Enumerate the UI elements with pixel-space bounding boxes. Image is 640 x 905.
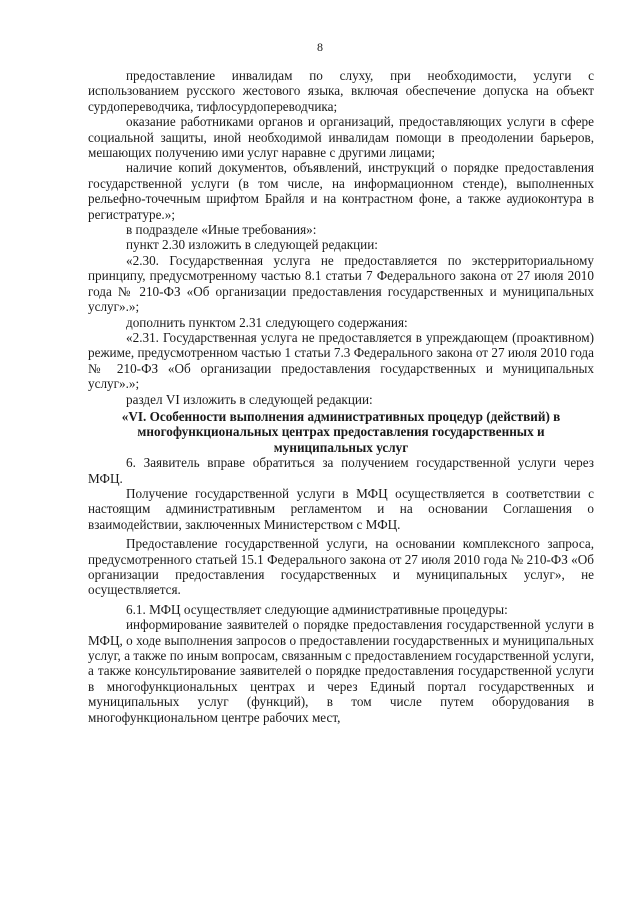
paragraph-mfc-receipt: Получение государственной услуги в МФЦ осуществляется в соответствии с настоящим административным регламентом и на основании Соглашения о взаимодействии, заключенных Министерством с МФЦ. [88, 485, 594, 532]
paragraph-item-2-31-intro: дополнить пунктом 2.31 следующего содержания: [126, 314, 408, 330]
section-vi-heading: «VI. Особенности выполнения административных процедур (действий) в многофункциональных центрах предоставления государственных и муниципальных услуг [121, 408, 561, 455]
paragraph-subsection-other-requirements: в подразделе «Иные требования»: [126, 222, 317, 238]
paragraph-sign-language: предоставление инвалидам по слуху, при необходимости, услуги с использованием русского жестового языка, включая обеспечение допуска на объект сурдопереводчика, тифлосурдопереводчика; [88, 68, 594, 114]
page-number: 8 [317, 40, 323, 54]
paragraph-assistance: оказание работниками органов и организаций, предоставляющих услуги в сфере социальной защиты, иной необходимой инвалидам помощи в преодолении барьеров, мешающих получению ими услуг наравне с другими лицами; [88, 114, 594, 161]
paragraph-6: 6. Заявитель вправе обратиться за получением государственной услуги через МФЦ. [88, 455, 594, 486]
paragraph-item-2-30: «2.30. Государственная услуга не предоставляется по экстерриториальному принципу, предусмотренному частью 8.1 статьи 7 Федерального закона от 27 июля 2010 года № 210-ФЗ «Об организации предоставления государственных и муниципальных услуг».»; [88, 252, 594, 315]
paragraph-complex-request: Предоставление государственной услуги, на основании комплексного запроса, предусмотренного статьей 15.1 Федерального закона от 27 июля 2010 года № 210-ФЗ «Об организации предоставления государственных и муниципальных услуг», не осуществляется. [88, 536, 594, 598]
paragraph-6-1: 6.1. МФЦ осуществляет следующие административные процедуры: [126, 601, 508, 617]
paragraph-informing: информирование заявителей о порядке предоставления государственной услуги в МФЦ, о ходе выполнения запросов о предоставлении государственных и муниципальных услуг, а также по иным вопросам, связанным с предоставлением государственной услуги, а также консультирование заявителей о порядке предоставления государственной услуги в многофункциональных центрах и через Единый портал государственных и муниципальных услуг (функций), в том числе путем оборудования в многофункциональном центре рабочих мест, [88, 617, 594, 725]
paragraph-item-2-30-intro: пункт 2.30 изложить в следующей редакции: [126, 237, 378, 253]
paragraph-braille-copies: наличие копий документов, объявлений, инструкций о порядке предоставления государственной услуги (в том числе, на информационном стенде), выполненных рельефно-точечным шрифтом Брайля и на контрастном фоне, а также аудиоконтура в регистратуре.»; [88, 160, 594, 222]
paragraph-item-2-31: «2.31. Государственная услуга не предоставляется в упреждающем (проактивном) режиме, предусмотренном частью 1 статьи 7.3 Федерального закона от 27 июля 2010 года № 210-ФЗ «Об организации предоставления государственных и муниципальных услуг».»; [88, 329, 594, 392]
document-body [88, 68, 594, 725]
paragraph-section-vi-intro: раздел VI изложить в следующей редакции: [126, 391, 373, 407]
